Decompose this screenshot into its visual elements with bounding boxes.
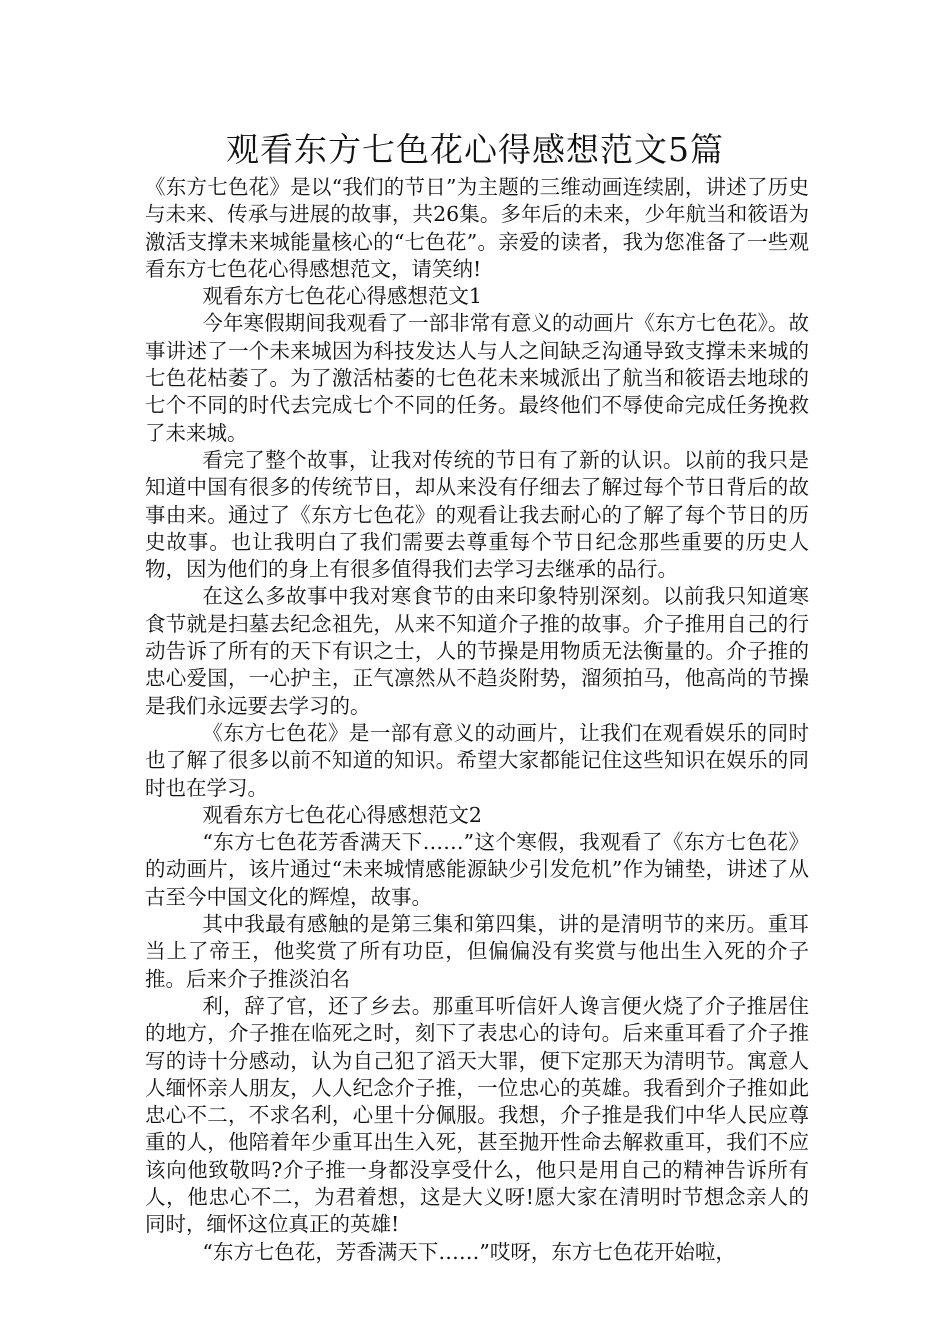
- body-paragraph: 利，辞了官，还了乡去。那重耳听信奸人谗言便火烧了介子推居住的地方，介子推在临死之时，刻下了表忠心的诗句。后来重耳看了介子推写的诗十分感动，认为自己犯了滔天大罪，便下定那天为清明节。寓意人人缅怀亲人朋友，人人纪念介子推，一位忠心的英雄。我看到介子推如此忠心不二，不求名利，心里十分佩服。我想，介子推是我们中华人民应尊重的人，他陪着年少重耳出生入死，甚至抛开性命去解救重耳，我们不应该向他致敬吗?介子推一身都没享受什么，他只是用自己的精神告诉所有人，他忠心不二，为君着想，这是大义呀!愿大家在清明时节想念亲人的同时，缅怀这位真正的英雄!: [145, 993, 809, 1237]
- section-heading-1: 观看东方七色花心得感想范文1: [202, 284, 482, 309]
- body-paragraph: 今年寒假期间我观看了一部非常有意义的动画片《东方七色花》。故事讲述了一个未来城因为科技发达人与人之间缺乏沟通导致支撑未来城的七色花枯萎了。为了激活枯萎的七色花未来城派出了航当和筱语去地球的七个不同的时代去完成七个不同的任务。最终他们不辱使命完成任务挽救了未来城。: [145, 311, 809, 445]
- body-paragraph: “东方七色花，芳香满天下……”哎呀，东方七色花开始啦，: [202, 1239, 736, 1264]
- body-paragraph: 看完了整个故事，让我对传统的节日有了新的认识。以前的我只是知道中国有很多的传统节日，却从来没有仔细去了解过每个节日背后的故事由来。通过了《东方七色花》的观看让我去耐心的了解了每个节日的历史故事。也让我明白了我们需要去尊重每个节日纪念那些重要的历史人物，因为他们的身上有很多值得我们去学习去继承的品行。: [145, 447, 809, 582]
- document-title: 观看东方七色花心得感想范文5篇: [226, 130, 724, 169]
- document-body: [145, 174, 809, 1266]
- body-paragraph: “东方七色花芳香满天下……”这个寒假，我观看了《东方七色花》的动画片，该片通过“未来城情感能源缺少引发危机”作为铺垫，讲述了从古至今中国文化的辉煌，故事。: [145, 830, 809, 909]
- body-paragraph: 其中我最有感触的是第三集和第四集，讲的是清明节的来历。重耳当上了帝王，他奖赏了所有功臣，但偏偏没有奖赏与他出生入死的介子推。后来介子推淡泊名: [145, 912, 809, 991]
- body-paragraph: 在这么多故事中我对寒食节的由来印象特别深刻。以前我只知道寒食节就是扫墓去纪念祖先，从来不知道介子推的故事。介子推用自己的行动告诉了所有的天下有识之士，人的节操是用物质无法衡量的。介子推的忠心爱国，一心护主，正气凛然从不趋炎附势，溜须拍马，他高尚的节操是我们永远要去学习的。: [145, 584, 809, 718]
- section-heading-2: 观看东方七色花心得感想范文2: [202, 802, 482, 827]
- body-paragraph: 《东方七色花》是一部有意义的动画片，让我们在观看娱乐的同时也了解了很多以前不知道的知识。希望大家都能记住这些知识在娱乐的同时也在学习。: [145, 720, 809, 800]
- intro-paragraph: 《东方七色花》是以“我们的节日”为主题的三维动画连续剧，讲述了历史与未来、传承与进展的故事，共26集。多年后的未来，少年航当和筱语为激活支撑未来城能量核心的“七色花”。亲爱的读者，我为您准备了一些观看东方七色花心得感想范文，请笑纳!: [145, 175, 809, 281]
